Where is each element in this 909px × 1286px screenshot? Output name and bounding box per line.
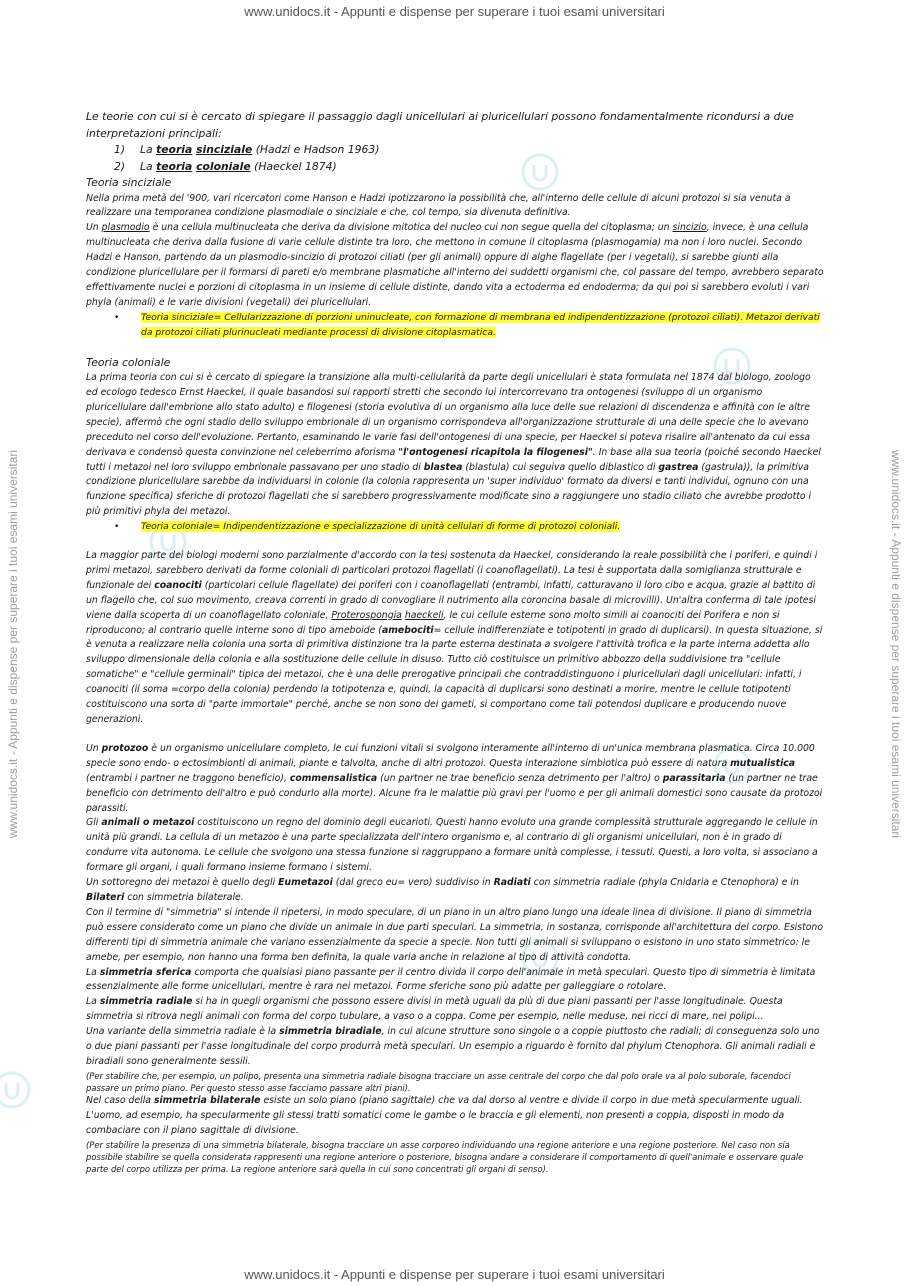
- text-span: Gli: [86, 817, 102, 829]
- text-span: = cellule indifferenziate e totipotenti in grado di duplicarsi). In questa situazione, si è venuta a realizzare nella colonia una sorta di primitiva distinzione tra la parte esterna destinata a svolgere l'attività trofica e la parte interna addetta allo sviluppo dimensionale della colonia e alla sostituzione delle cellule in disuso. Tutto ciò costituisce un primitivo abbozzo della suddivisione tra "cellule somatiche" e "cellule germinali" tipica dei metazoi, che è una delle prerogative principali che contraddistinguono i pluricellulari dagli unicellulari: infatti, i coanociti (il soma =corpo della colonia) perdendo la totipotenza e, quindi, la capacità di duplicarsi sono destinati a morire, mentre le cellule totipotenti costituiscono una sorta di "parte immortale" perché, anche se non sono dei gameti, si comportano come tali potendosi duplicare e producendo nuove generazioni.: [86, 624, 823, 725]
- text-span: , invece, è una cellula multinucleata che deriva dalla fusione di varie cellule distinte tra loro, che mettono in comune il citoplasma (plasmogamia) ma non i loro nuclei. Secondo Hadzi e Hanson, partendo da un plasmodio-sincizio di protozoi ciliati (per gli animali) oppure di alghe flagellate (per i vegetali), si sarebbe giunti alla condizione pluricellulare per il formarsi di pareti e/o membrane plasmatiche all'interno dei suddetti organismi che, col passare del tempo, avrebbero separato effettivamente nuclei e porzioni di citoplasma in un insieme di cellule distinte, dando vita a ectoderma ed endoderma; da qui poi si sarebbero evoluti i vari phyla (animali) e le varie divisioni (vegetali) dei pluricellulari.: [86, 222, 824, 308]
- underlined-term: sincizio: [672, 222, 707, 234]
- text-span: (un partner ne trae beneficio senza detrimento per l'altro) o: [377, 772, 663, 784]
- paragraph: Nella prima metà del '900, vari ricercatori come Hanson e Hadzi ipotizzarono la possibilità che, all'interno delle cellule di alcuni protozoi si sia venuta a realizzare una temporanea condizione plasmodiale o sinciziale e che, col tempo, sia divenuta definitiva.: [86, 192, 791, 219]
- bold-term: blastea: [423, 461, 463, 473]
- theories-list: [114, 142, 824, 175]
- text-span: La: [86, 996, 100, 1008]
- text-span: con simmetria radiale (phyla Cnidaria e Ctenophora) e in: [530, 877, 799, 889]
- underlined-term: haeckeli: [404, 609, 444, 621]
- text-span: (entrambi i partner ne traggono beneficio),: [86, 772, 290, 784]
- document-body: [86, 108, 824, 1176]
- bold-term: amebociti: [381, 624, 434, 636]
- bold-term: coanociti: [154, 579, 202, 591]
- text-span: . In base alla sua teoria (poiché secondo Haeckel tutti i metazoi nel loro sviluppo embrionale passavano per uno stadio di: [86, 446, 821, 473]
- paragraph: [86, 549, 824, 728]
- note-paragraph: (Per stabilire che, per esempio, un polipo, presenta una simmetria radiale bisogna tracciare un asse centrale del corpo che dal polo orale va al polo suborale, facendoci passare un primo piano. Per questo stesso asse facciamo passare altri piani).: [86, 1070, 791, 1094]
- intro-paragraph: Le teorie con cui si è cercato di spiegare il passaggio dagli unicellulari ai pluricellulari possono fondamentalmente ricondursi a due interpretazioni principali:: [86, 110, 794, 140]
- bold-term: animali o metazoi: [101, 817, 195, 829]
- bullet-list: [114, 520, 824, 535]
- bold-term: Bilateri: [86, 891, 125, 903]
- text-span: è un organismo unicellulare completo, le cui funzioni vitali si svolgono interamente all'interno di un'unica membrana plasmatica. Circa 10.000 specie sono endo- o ectosimbionti di animali, piante e talvolta, anche di altri protozoi. Questa interazione simbiotica può essere di natura: [86, 742, 815, 769]
- theory-item: [114, 159, 824, 176]
- bullet-item: [114, 311, 824, 341]
- paragraph: [86, 816, 824, 876]
- bullet-item: [114, 520, 824, 535]
- bold-term: simmetria sferica: [99, 966, 192, 978]
- bold-term: gastrea: [658, 461, 699, 473]
- text-span: , le cui cellule esterne sono molto simili ai coanociti dei Porifera e non si riproducono; al contrario quelle interne sono di tipo ameboide (: [86, 609, 780, 636]
- bold-term: commensalistica: [289, 772, 378, 784]
- theory-item: [114, 142, 824, 159]
- text-span: (Haeckel 1874): [250, 159, 337, 173]
- paragraph: [86, 995, 824, 1025]
- paragraph: [86, 1094, 824, 1139]
- text-span: La maggior parte dei biologi moderni sono parzialmente d'accordo con la tesi sostenuta da Haeckel, considerando la reale possibilità che i poriferi, e quindi i primi metazoi, sarebbero derivati da forme coloniali di particolari protozoi flagellati (i coanoflagellati). La tesi è supportata dalla somiglianza strutturale e funzionale dei: [86, 550, 818, 591]
- list-number: 2): [114, 159, 126, 173]
- bold-term: parassitaria: [662, 772, 726, 784]
- text-span: costituiscono un regno del dominio degli eucarioti. Questi hanno evoluto una grande complessità strutturale aggregando le cellule in unità più grandi. La cellula di un metazoo è una parte specializzata dell'intero organismo e, al contrario di gli organismi unicellulari, non è in grado di condurre vita autonoma. Le cellule che svolgono una stessa funzione si raggruppano a formare unità complesse, i tessuti. Questi, a loro volta, si associano a formare gli organi, i quali formano insieme formano i sistemi.: [86, 817, 818, 874]
- text-span: (particolari cellule flagellate) dei poriferi con i coanoflagellati (entrambi, infatti, catturavano il loro cibo e acqua, grazie al battito di un flagello che, col suo movimento, creava correnti in grado di convogliare il nutrimento alla coroncina basale di microvilli). Un'altra conferma di tale ipotesi viene dalla scoperta di un coanoflagellato coloniale,: [86, 579, 816, 621]
- underlined-term: Proterospongia: [331, 609, 402, 621]
- text-span: , in cui alcune strutture sono singole o a coppie piuttosto che radiali; di conseguenza solo uno o due piani passanti per l'asse longitudinale del corpo produrrà metà speculari. Un esempio a riguardo è fornito dal phylum Ctenophora. Gli animali radiali e biradiali sono generalmente sessili.: [86, 1026, 820, 1067]
- text-span: Un: [86, 222, 102, 234]
- bold-term: simmetria biradiale: [279, 1026, 382, 1038]
- text-span: La: [86, 966, 100, 978]
- text-span: è una cellula multinucleata che deriva da divisione mitotica del nucleo cui non segue quella del citoplasma; un: [149, 222, 673, 234]
- highlighted-text: Teoria sinciziale= Cellularizzazione di porzioni uninucleate, con formazione di membrana ed indipendentizzazione (protozoi ciliati). Metazoi derivati da protozoi ciliati plurinucleati mediante processi di divisione citoplasmatica.: [141, 311, 820, 338]
- underlined-term: sinciziale: [196, 143, 253, 156]
- note-paragraph: (Per stabilire la presenza di una simmetria bilaterale, bisogna tracciare un asse corporeo individuando una regione anteriore e una regione posteriore. Nel caso non sia possibile stabilire se quella considerata rappresenti una regione anteriore o posteriore, bisogna andare a considerare il comportamento di quell'animale e osservare quale parte del corpo utilizza per prima. La regione anteriore sarà quella in cui sono concentrati gli organi di senso).: [86, 1139, 804, 1175]
- side-watermark-left: www.unidocs.it - Appunti e dispense per superare i tuoi esami universitari: [6, 449, 20, 839]
- bold-term: "l'ontogenesi ricapitola la filogenesi": [398, 446, 593, 458]
- text-span: con simmetria bilaterale.: [124, 891, 244, 903]
- text-span: Nel caso della: [86, 1095, 154, 1107]
- underlined-term: coloniale: [196, 159, 251, 173]
- text-span: si ha in quegli organismi che possono essere divisi in metà uguali da più di due piani passanti per l'asse longitudinale. Questa simmetria si ritrova negli animali con forma del corpo tubulare, a vaso o a coppa. Come per esempio, nelle meduse, nei ricci di mare, nei polipi...: [86, 996, 783, 1023]
- bold-term: mutualistica: [730, 757, 796, 769]
- paragraph: Con il termine di "simmetria" si intende il ripetersi, in modo speculare, di un piano in un altro piano lungo una ideale linea di divisione. Il piano di simmetria può essere considerato come un piano che divide un animale in due parti speculari. La simmetria, in sostanza, corrisponde all'architettura del corpo. Esistono differenti tipi di simmetria animale che variano essenzialmente da specie a specie. Non tutti gli animali si sviluppano o esistono in uno stato simmetrico: le amebe, per esempio, non hanno una forma ben definita, la quale varia anche in relazione al tipo di attività condotta.: [86, 906, 824, 963]
- text-span: Una variante della simmetria radiale è la: [86, 1026, 280, 1038]
- bold-term: simmetria bilaterale: [153, 1095, 261, 1107]
- text-span: La prima teoria con cui si è cercato di spiegare la transizione alla multi-cellularità da parte degli unicellulari è stata formulata nel 1874 dal biologo, zoologo ed ecologo tedesco Ernst Haeckel, il quale basandosi sui rapporti stretti che secondo lui intercorrevano tra ontogenesi (sviluppo di un organismo pluricellulare dall'embrione allo stato adulto) e filogenesi (storia evolutiva di un organismo alla luce delle sue relazioni di discendenza e affinità con le altre specie), affermò che ogni stadio dello sviluppo embrionale di un organismo corrispondeva all'organizzazione strutturale di una delle specie che lo avevano preceduto nel corso dell'evoluzione. Pertanto, esaminando le varie fasi dell'ontogenesi di una specie, per Haeckel si poteva risalire all'antenato da cui essa derivava e condensò questa convinzione nel celeberrimo aforisma: [86, 372, 811, 458]
- list-number: 1): [114, 143, 126, 156]
- text-span: (blastula) cui seguiva quello diblastico di: [462, 461, 659, 473]
- paragraph: [86, 371, 824, 520]
- bold-term: simmetria radiale: [99, 996, 193, 1008]
- text-span: (Hadzi e Hadson 1963): [252, 143, 380, 156]
- underlined-term: teoria: [156, 143, 193, 156]
- text-span: (un partner ne trae beneficio con detrimento dell'altro e può condurlo alla morte). Alcune fra le malattie più gravi per l'uomo e per gli animali domestici sono causate da protozoi parassiti.: [86, 772, 823, 814]
- unidocs-logo-icon: [0, 1070, 32, 1110]
- section-heading-sinciziale: Teoria sinciziale: [86, 176, 172, 189]
- text-span: Un sottoregno dei metazoi è quello degli: [86, 877, 279, 889]
- text-span: Un: [86, 742, 102, 754]
- bold-term: Eumetazoi: [278, 877, 333, 889]
- text-span: La: [140, 143, 157, 156]
- underlined-term: plasmodio: [101, 222, 150, 234]
- bold-term: Radiati: [493, 877, 531, 889]
- text-span: comporta che qualsiasi piano passante per il centro divida il corpo dell'animale in metà speculari. Questo tipo di simmetria è limitata essenzialmente alle forme unicellulari, mentre è rara nei metazoi. Forme sferiche sono più adatte per galleggiare o rotolare.: [86, 966, 816, 993]
- text-span: La: [140, 159, 157, 173]
- paragraph: [86, 966, 824, 996]
- text-span: (dal greco eu= vero) suddiviso in: [332, 877, 494, 889]
- underlined-term: teoria: [156, 159, 193, 173]
- section-heading-coloniale: Teoria coloniale: [86, 355, 171, 369]
- paragraph: [86, 742, 824, 817]
- paragraph: [86, 221, 824, 310]
- paragraph: [86, 876, 824, 906]
- footer-banner: www.unidocs.it - Appunti e dispense per superare i tuoi esami universitari: [244, 1267, 665, 1282]
- text-span: (gastrula)), la primitiva condizione pluricellulare sarebbe da individuarsi in colonie (la colonia rappresenta un 'super individuo' formato da diversi e tanti individui, ognuno con una funzione specifica) sferiche di protozoi flagellati che si sarebbero progressivamente modificate sino a raggiungere uno stadio ciliato che avrebbe prodotto i più primitivi phyla dei metazoi.: [86, 461, 812, 518]
- highlighted-text: Teoria coloniale= Indipendentizzazione e specializzazione di unità cellulari di forme di protozoi coloniali.: [141, 521, 621, 533]
- side-watermark-right: www.unidocs.it - Appunti e dispense per superare i tuoi esami universitari: [889, 449, 903, 839]
- bold-term: protozoo: [101, 742, 149, 754]
- header-banner: www.unidocs.it - Appunti e dispense per superare i tuoi esami universitari: [244, 4, 665, 19]
- text-span: esiste un solo piano (piano sagittale) che va dal dorso al ventre e divide il corpo in due metà specularmente uguali. L'uomo, ad esempio, ha specularmente gli stessi tratti somatici come le gambe o le braccia e gli elementi, non presenti a coppia, disposti in modo da combaciare con il piano sagittale di divisione.: [86, 1095, 803, 1137]
- bullet-list: [114, 311, 824, 341]
- paragraph: [86, 1025, 824, 1070]
